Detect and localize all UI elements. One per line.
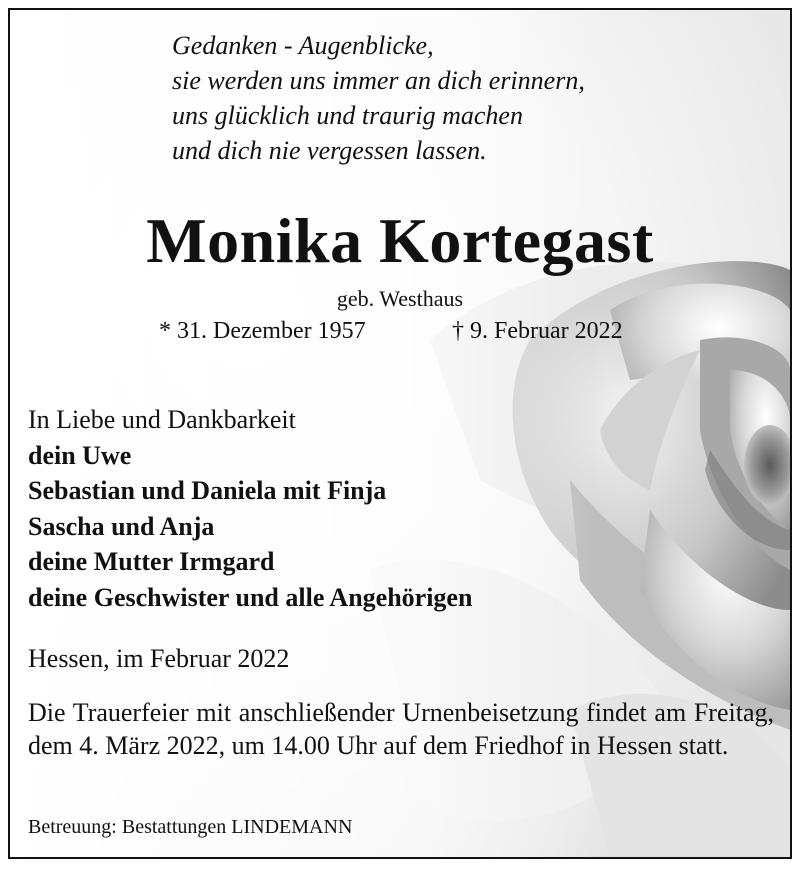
mourner-name: deine Geschwister und alle Angehörigen (28, 582, 473, 612)
maiden-name: geb. Westhaus (336, 286, 464, 311)
obituary-content (10, 10, 790, 857)
poem (172, 28, 585, 168)
obituary-card (8, 8, 792, 859)
undertaker-credit: Betreuung: Bestattungen LINDEMANN (28, 816, 353, 838)
mourner-name: Sebastian und Daniela mit Finja (28, 476, 387, 505)
deceased-name: Monika Kortegast (146, 205, 654, 276)
poem-line: uns glücklich und traurig machen (172, 101, 523, 130)
mourners-intro: In Liebe und Dankbarkeit (28, 405, 296, 434)
mourner-name: Sascha und Anja (28, 511, 215, 541)
mourners-list (28, 402, 472, 615)
mourner-name: deine Mutter Irmgard (28, 547, 275, 576)
mourner-name: dein Uwe (28, 440, 132, 470)
poem-line: Gedanken - Augenblicke, (172, 31, 434, 60)
place-date: Hessen, im Februar 2022 (28, 644, 290, 673)
birth-date: * 31. Dezember 1957 (159, 318, 366, 344)
poem-line: und dich nie vergessen lassen. (172, 136, 487, 165)
poem-line: sie werden uns immer an dich erinnern, (172, 66, 585, 95)
service-details: Die Trauerfeier mit anschließender Urnenbeisetzung findet am Freitag, dem 4. März 2022, um 14.00 Uhr auf dem Friedhof in Hessen statt. (28, 698, 774, 760)
death-date: † 9. Februar 2022 (452, 318, 623, 344)
